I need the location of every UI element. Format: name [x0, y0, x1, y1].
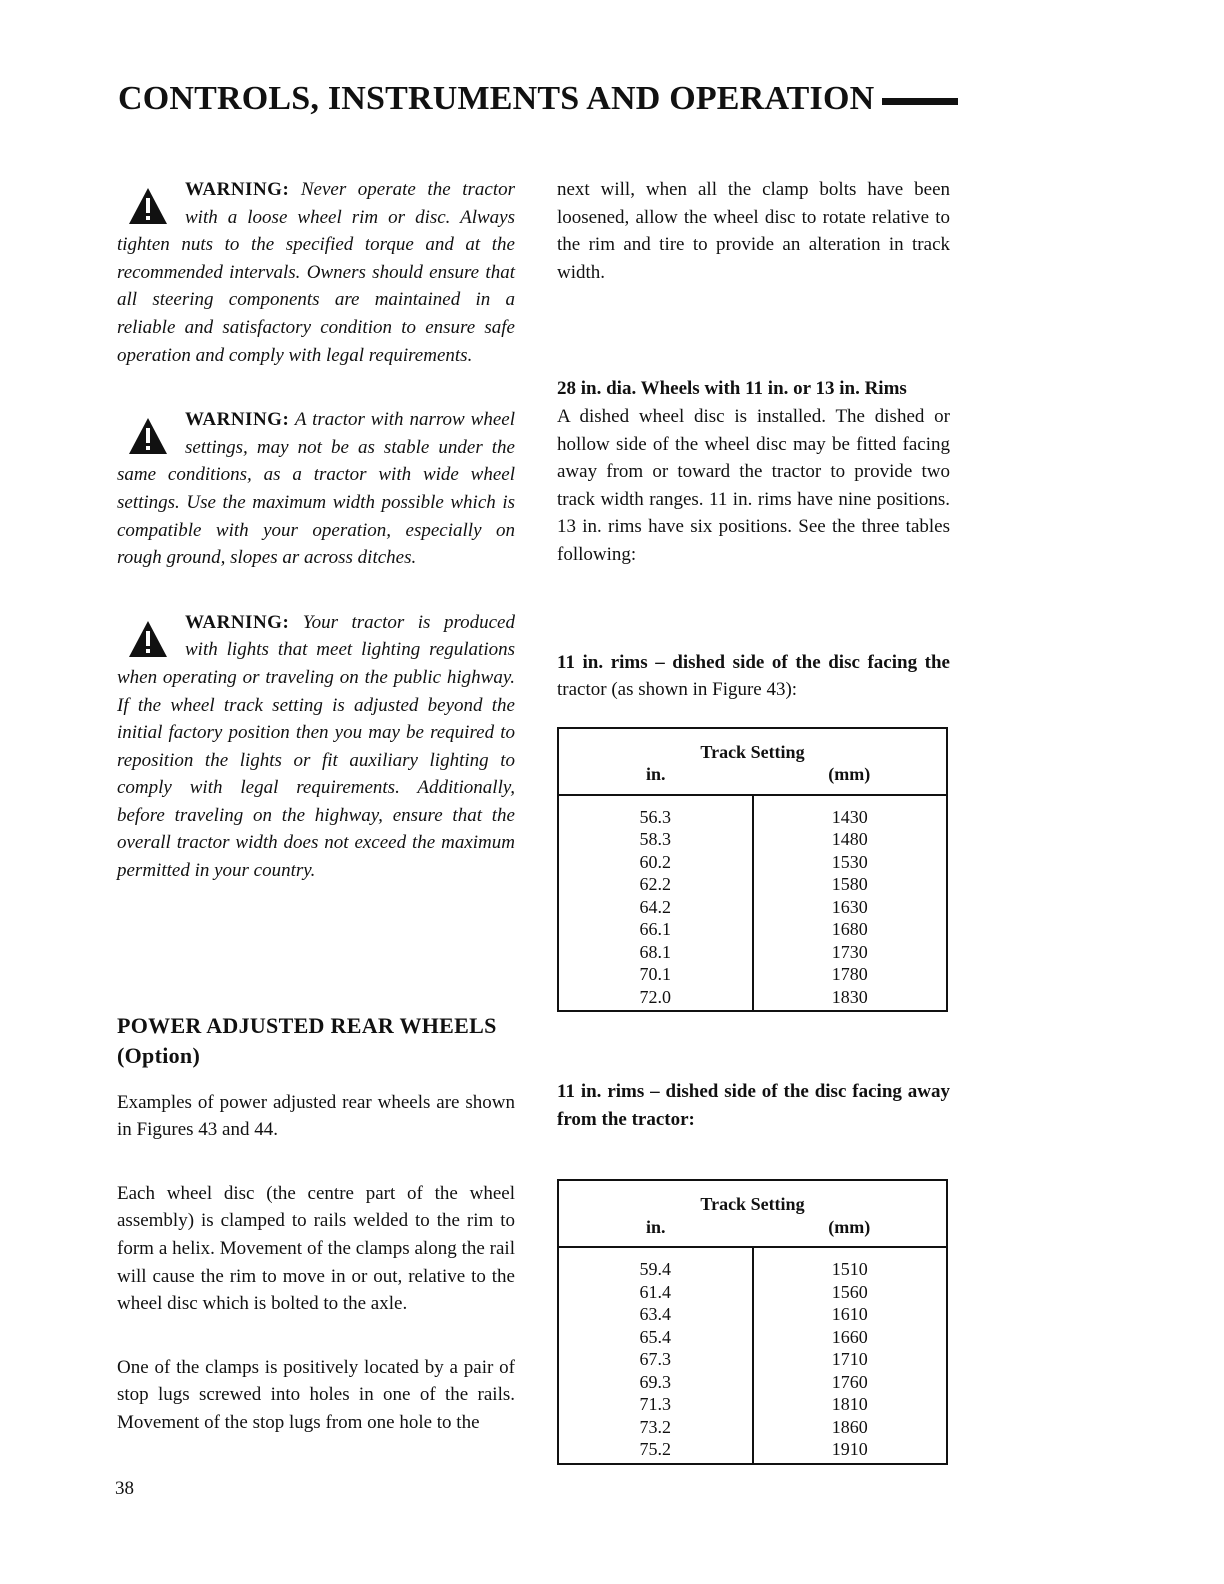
title-rule — [882, 98, 958, 105]
table-cell: 1760 — [831, 1371, 868, 1392]
table1-caption-rest: tractor (as shown in Figure 43): — [557, 679, 798, 701]
table-cell: 67.3 — [639, 1349, 671, 1370]
table-cell: 56.3 — [639, 806, 671, 827]
page-title — [118, 80, 958, 118]
in-values-cell — [558, 1247, 753, 1464]
column-header-in: in. — [645, 1216, 666, 1237]
table-cell: 75.2 — [639, 1439, 671, 1460]
table-cell: 1430 — [831, 806, 868, 827]
section-heading-line2: (Option) — [117, 1042, 201, 1068]
body-paragraph: A dished wheel disc is installed. The dished or hollow side of the wheel disc may be fitted facing away from or toward the tractor to provide two track width ranges. 11 in. rims have nine positions. 13 in. rims have six positions. See the three tables following: — [557, 405, 950, 565]
section-heading — [117, 1011, 515, 1071]
table-title: Track Setting — [700, 1194, 805, 1215]
table-cell: 1680 — [831, 919, 868, 940]
table-cell: 1630 — [831, 896, 868, 917]
warning-label: WARNING: — [185, 409, 290, 431]
body-paragraph: next will, when all the clamp bolts have been loosened, allow the wheel disc to rotate relative to the rim and tire to provide an alteration in track width. — [557, 179, 950, 283]
in-values-cell — [558, 795, 753, 1012]
table-body-row — [558, 795, 947, 1012]
table-cell: 1860 — [831, 1416, 868, 1437]
table-cell: 1730 — [831, 941, 868, 962]
table-cell: 73.2 — [639, 1416, 671, 1437]
column-header-in: in. — [645, 764, 666, 785]
table-cell: 1780 — [831, 964, 868, 985]
warning-triangle-icon — [127, 619, 169, 659]
table-cell: 58.3 — [639, 829, 671, 850]
warning-label: WARNING: — [185, 179, 290, 200]
table-cell: 1710 — [831, 1349, 868, 1370]
warning-text: Your tractor is produced with lights that meet lighting regulations when operating or traveling on the public highway. If the wheel track setting is adjusted beyond the initial factory position then you may be required to reposition the lights or fit auxiliary lighting to comply with legal requirements. Additionally, before traveling on the highway, ensure that the overall tractor width does not exceed the maximum permitted in your country. — [117, 611, 515, 882]
track-setting-table-2 — [557, 1179, 948, 1465]
warning-text: Never operate the tractor with a loose wheel rim or disc. Always tighten nuts to the specified torque and at the recommended intervals. Owners should ensure that all steering components are maintained in a reliable and satisfactory condition to ensure safe operation and comply with legal requirements. — [117, 179, 515, 366]
track-setting-table-1 — [557, 727, 948, 1013]
table-body-row — [558, 1247, 947, 1464]
table-cell: 1480 — [831, 829, 868, 850]
subheading: 28 in. dia. Wheels with 11 in. or 13 in. Rims — [557, 378, 907, 400]
table-cell: 1810 — [831, 1394, 868, 1415]
table-cell: 66.1 — [639, 919, 671, 940]
table-cell: 59.4 — [639, 1259, 671, 1280]
table-cell: 1660 — [831, 1326, 868, 1347]
column-header-mm: (mm) — [828, 764, 871, 785]
column-header-mm: (mm) — [828, 1216, 871, 1237]
warning-text: A tractor with narrow wheel settings, may not be as stable under the same conditions, as a tractor with wide wheel settings. Use the maximum width possible which is compatible with your operation, especially on rough ground, slopes ar across ditches. — [117, 409, 515, 569]
table-cell: 1560 — [831, 1281, 868, 1302]
body-paragraph: One of the clamps is positively located by a pair of stop lugs screwed into holes in one of the rails. Movement of the stop lugs from one hole to the — [117, 1356, 515, 1433]
table-cell: 72.0 — [639, 986, 671, 1007]
body-paragraph: Examples of power adjusted rear wheels are shown in Figures 43 and 44. — [117, 1091, 515, 1141]
table-cell: 1830 — [831, 986, 868, 1007]
table-title: Track Setting — [700, 741, 805, 762]
warning-label: WARNING: — [185, 611, 290, 633]
table-cell: 1610 — [831, 1304, 868, 1325]
warning-block — [117, 176, 515, 369]
warning-block — [117, 406, 515, 572]
mm-values-cell — [753, 795, 948, 1012]
table-cell: 1580 — [831, 874, 868, 895]
table-cell: 63.4 — [639, 1304, 671, 1325]
table-cell: 64.2 — [639, 896, 671, 917]
table-cell: 68.1 — [639, 941, 671, 962]
table-cell: 62.2 — [639, 874, 671, 895]
body-paragraph: Each wheel disc (the centre part of the wheel assembly) is clamped to rails welded to the rim to form a helix. Movement of the clamps along the rail will cause the rim to move in or out, relative to the wheel disc which is bolted to the axle. — [117, 1182, 515, 1315]
right-column — [557, 176, 950, 1465]
table-cell: 61.4 — [639, 1281, 671, 1302]
table-cell: 69.3 — [639, 1371, 671, 1392]
warning-triangle-icon — [127, 186, 169, 226]
page-title-text: CONTROLS, INSTRUMENTS AND OPERATION — [118, 80, 875, 117]
left-column — [117, 176, 515, 1437]
mm-values-cell — [753, 1247, 948, 1464]
table-cell: 1910 — [831, 1439, 868, 1460]
page-number: 38 — [115, 1478, 134, 1499]
table1-caption — [557, 649, 950, 704]
table-cell: 1530 — [831, 851, 868, 872]
table-cell: 65.4 — [639, 1326, 671, 1347]
table-cell: 70.1 — [639, 964, 671, 985]
warning-block — [117, 609, 515, 885]
table-cell: 71.3 — [639, 1394, 671, 1415]
table-cell: 60.2 — [639, 851, 671, 872]
section-heading-line1: POWER ADJUSTED REAR WHEELS — [117, 1012, 497, 1038]
table-cell: 1510 — [831, 1259, 868, 1280]
table1-caption-bold: 11 in. rims – dished side of the disc facing the — [557, 651, 950, 673]
warning-triangle-icon — [127, 416, 169, 456]
table2-caption: 11 in. rims – dished side of the disc facing away from the tractor: — [557, 1081, 950, 1130]
